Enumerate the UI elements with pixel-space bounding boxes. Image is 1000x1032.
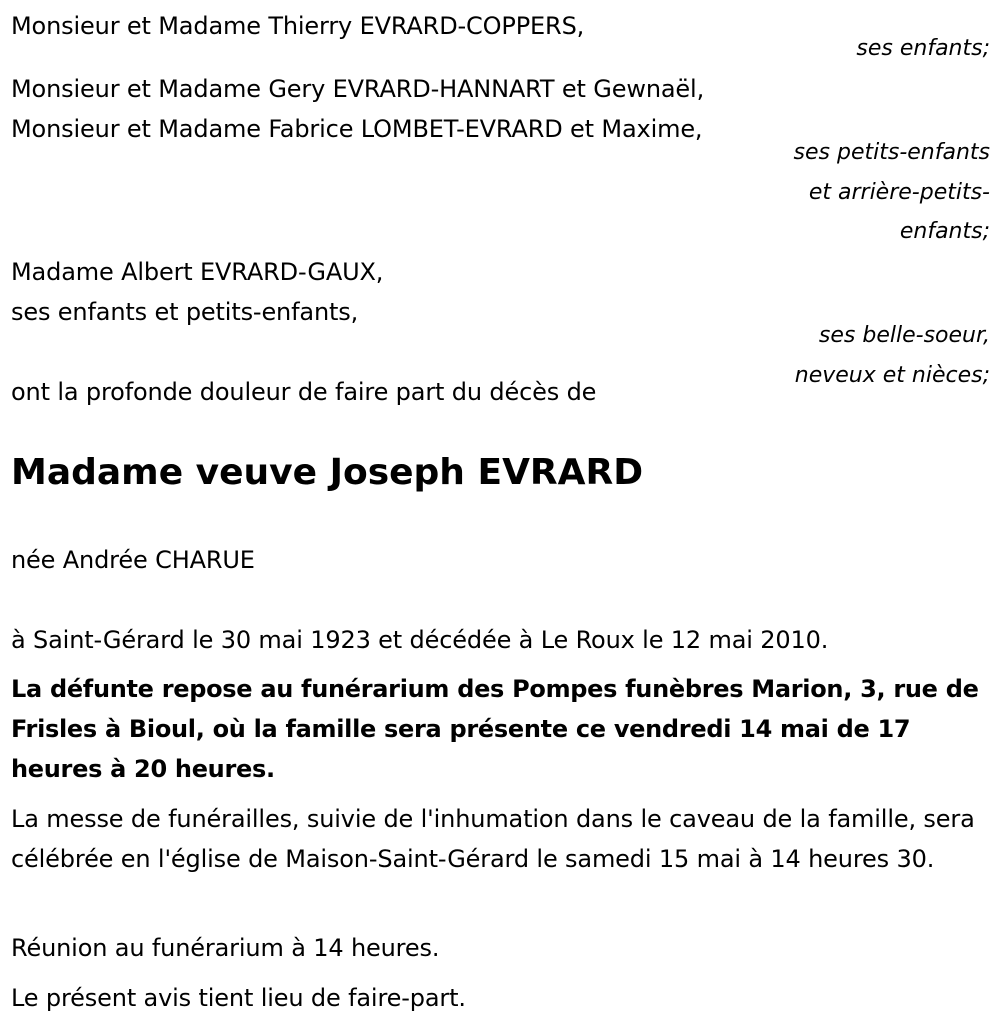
family-line-albert: Madame Albert EVRARD-GAUX, — [11, 258, 384, 286]
notice-text: Le présent avis tient lieu de faire-part. — [11, 984, 466, 1012]
family-line-gery: Monsieur et Madame Gery EVRARD-HANNART et Gewnaël, — [11, 75, 705, 103]
role-grandchildren-2: et arrière-petits- — [808, 180, 990, 205]
role-sister-in-law-1: ses belle-soeur, — [818, 323, 990, 348]
family-line-thierry: Monsieur et Madame Thierry EVRARD-COPPERS, — [11, 12, 585, 40]
announcement-text: ont la profonde douleur de faire part du décès de — [11, 378, 597, 406]
family-line-fabrice: Monsieur et Madame Fabrice LOMBET-EVRARD et Maxime, — [11, 115, 703, 143]
deceased-name: Madame veuve Joseph EVRARD — [11, 452, 644, 493]
gathering-details: Réunion au funérarium à 14 heures. — [11, 934, 440, 962]
life-dates: à Saint-Gérard le 30 mai 1923 et décédée à Le Roux le 12 mai 2010. — [11, 626, 829, 654]
family-line-descendants: ses enfants et petits-enfants, — [11, 298, 359, 326]
role-sister-in-law-2: neveux et nièces; — [794, 363, 990, 388]
role-children: ses enfants; — [856, 36, 990, 61]
role-grandchildren-1: ses petits-enfants — [793, 140, 990, 165]
birth-name: née Andrée CHARUE — [11, 546, 255, 574]
funeral-details: La messe de funérailles, suivie de l'inhumation dans le caveau de la famille, sera célébrée en l'église de Maison-Saint-Gérard le samedi 15 mai à 14 heures 30. — [11, 805, 975, 873]
role-grandchildren-3: enfants; — [899, 219, 990, 244]
wake-details: La défunte repose au funérarium des Pompes funèbres Marion, 3, rue de Frisles à Bioul, où la famille sera présente ce vendredi 14 mai de 17 heures à 20 heures. — [11, 675, 979, 783]
